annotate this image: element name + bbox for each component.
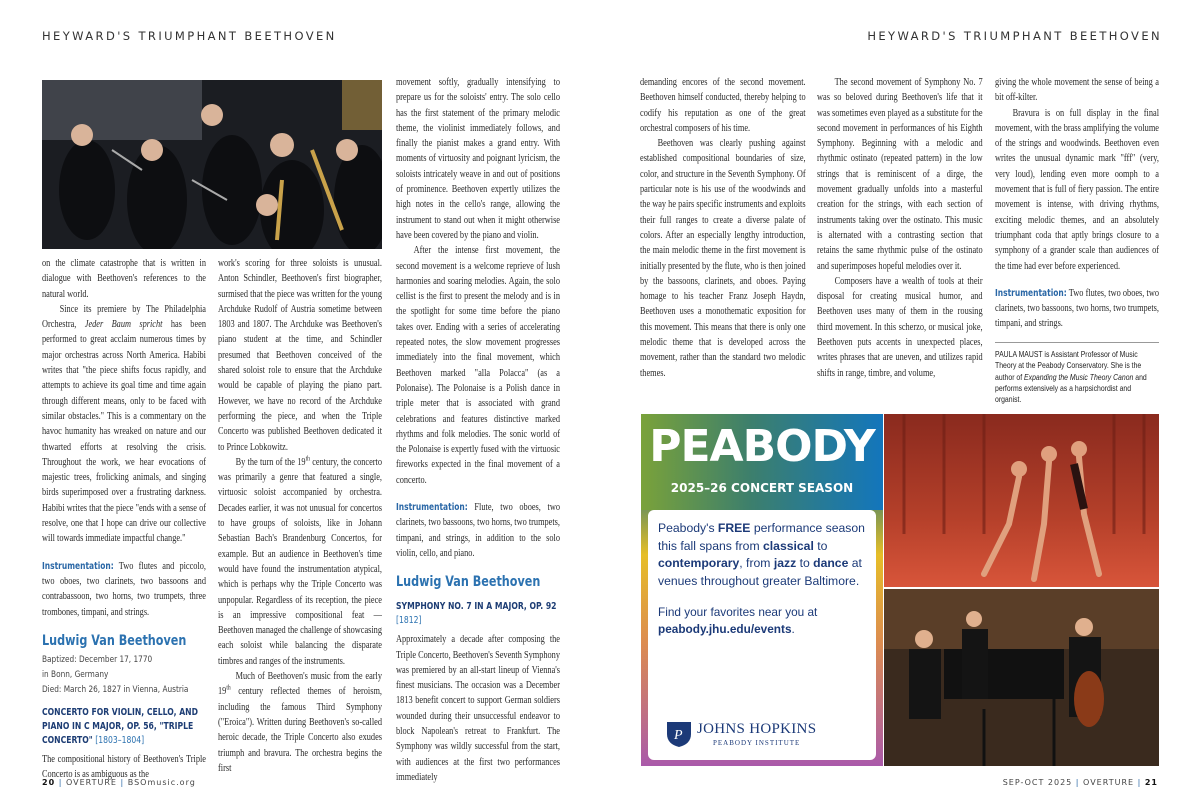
work-title-italic: Jeder Baum spricht bbox=[84, 319, 163, 331]
running-head-left: HEYWARD'S TRIUMPHANT BEETHOVEN bbox=[42, 29, 337, 43]
instrumentation bbox=[42, 559, 206, 620]
text: century reflected themes of heroism, including the famous Third Symphony ("Eroica"). Written during Beethoven's so-called heroic decade, the Triple Concerto also exudes triumph and bravura. The orchestra begins the first bbox=[218, 686, 382, 774]
paragraph bbox=[218, 455, 382, 669]
work-years: [1812] bbox=[396, 615, 422, 627]
right-footer: SEP-OCT 2025 | OVERTURE | 21 bbox=[1002, 778, 1158, 787]
text: By the turn of the 19 bbox=[235, 456, 306, 468]
left-column-1 bbox=[42, 256, 206, 782]
instrumentation-text: Flute, two oboes, two clarinets, two bassoons, two horns, two trumpets, timpani, and strings, in addition to the solo violin, cello, and piano. bbox=[396, 502, 560, 559]
text: contemporary bbox=[658, 556, 740, 570]
work-title: SYMPHONY NO. 7 IN A MAJOR, OP. 92 bbox=[396, 601, 557, 613]
instrumentation-label: Instrumentation: bbox=[396, 502, 468, 514]
text: performance season this fall spans from bbox=[658, 521, 865, 553]
superscript: th bbox=[226, 683, 231, 692]
instrumentation-text: Two flutes, two oboes, two clarinets, two bassoons, two horns, two trumpets, timpani, and strings. bbox=[995, 287, 1159, 330]
text: century, the concerto was primarily a genre that featured a single, virtuosic soloist accompanied by orchestra. Decades earlier, it was not unusual for concertos to have groups of soloists, like in Johann Sebastian Bach's Brandenburg Concertos, for example. But an audience in Beethoven's time would have found the instrumentation atypical, which is perhaps why the Triple Concerto was unpopular. Regardless of its reception, the piece is an impressive compositional feat — Beethoven managed the challenge of showcasing each soloist while balancing the disparate timbres and ranges of the instruments. bbox=[218, 456, 382, 667]
orchestra-illustration bbox=[42, 80, 382, 249]
paragraph: giving the whole movement the sense of being a bit off-kilter. bbox=[995, 77, 1159, 104]
right-column-2 bbox=[817, 75, 983, 381]
composer-heading: Ludwig Van Beethoven bbox=[396, 574, 541, 591]
cta-text: Find your favorites near you at bbox=[658, 605, 818, 619]
peabody-ad[interactable] bbox=[641, 414, 883, 766]
instrumentation bbox=[995, 286, 1159, 332]
paragraph: The second movement of Symphony No. 7 was so beloved during Beethoven's life that it was sometimes even played as a substitute for the second movement in performances of his Eighth Symphony. Beginning with a melodic and rhythmic ostinato (repeated pattern) in the low strings that is reminiscent of a dirge, the movement gradually unfolds into a masterful creation for the strings, with each section of instruments taking over the ostinato. This music is alternated with a contrasting section that retains the same rhythmic pulse of the ostinato and superimposes hopeful melodies over it. bbox=[817, 77, 983, 272]
trio-photo bbox=[884, 589, 1159, 766]
author-bio bbox=[995, 342, 1159, 406]
magazine-name: OVERTURE bbox=[1083, 778, 1135, 787]
ad-cta bbox=[658, 604, 866, 638]
text: FREE bbox=[717, 521, 751, 535]
work-title: CONCERTO FOR VIOLIN, CELLO, AND PIANO IN C MAJOR, OP. 56, "TRIPLE CONCERTO" bbox=[42, 706, 198, 746]
instrumentation-text: Two flutes and piccolo, two oboes, two clarinets, two bassoons and contrabassoon, two horns, two trumpets, three trombones, timpani, and strings. bbox=[42, 560, 206, 618]
paragraph: demanding encores of the second movement. Beethoven himself conducted, thereby helping to codify his reputation as one of the great orchestral composers of his time. bbox=[640, 77, 806, 134]
text: to bbox=[796, 556, 814, 570]
dance-illustration bbox=[884, 414, 1159, 587]
paragraph: movement softly, gradually intensifying to prepare us for the soloists' entry. The solo cello has the first statement of the primary melodic theme, the violinist immediately follows, and finally the pianist makes a grand entry. With moments of virtuosity and poignant lyricism, the soloists intricately weave in and out of positions of prominence. Beethoven expertly utilizes the high notes in the cello's range, allowing the instrument to stand out when it might otherwise have been covered by the piano and violin. bbox=[396, 77, 560, 241]
text: Much of Beethoven's music from the early 19 bbox=[218, 671, 382, 698]
dance-photo bbox=[884, 414, 1159, 587]
baptized: Baptized: December 17, 1770 bbox=[42, 653, 153, 665]
left-footer: 20 | OVERTURE | BSOmusic.org bbox=[42, 778, 196, 787]
text: Since its premiere by The Philadelphia Orchestra, bbox=[42, 303, 206, 331]
paragraph: Beethoven was clearly pushing against established compositional boundaries of size, color, and structure in the Seventh Symphony. Of particular note is his use of the woodwinds and the way he pairs specific instruments and exploits their full ranges to create a diverse palate of colors. After an especially lengthy introduction, the main melodic theme in the first movement is initially presented by the flute, who is then joined by the bassoons, clarinets, and oboes. Paying homage to his teacher Franz Joseph Haydn, Beethoven uses a monothematic exposition for this movement. This means that there is only one melodic theme that is developed across the movement, rather than the standard two melodic themes. bbox=[640, 138, 806, 379]
ad-content-box bbox=[648, 510, 876, 760]
text: jazz bbox=[773, 556, 797, 570]
paragraph bbox=[42, 302, 206, 547]
birthplace: in Bonn, Germany bbox=[42, 668, 109, 680]
work-years: [1803–1804] bbox=[92, 734, 145, 746]
text: classical bbox=[763, 538, 814, 553]
work-heading bbox=[396, 600, 560, 628]
logo-name: JOHNS HOPKINS bbox=[697, 720, 817, 737]
svg-text:P: P bbox=[674, 728, 683, 743]
magazine-name: OVERTURE bbox=[65, 778, 117, 787]
died: Died: March 26, 1827 in Vienna, Austria bbox=[42, 683, 189, 695]
logo-institute: PEABODY INSTITUTE bbox=[713, 738, 801, 747]
right-column-3 bbox=[995, 75, 1159, 406]
text: PAULA MAUST is Assistant Professor of Music Theory at the Peabody Conservatory. She is the author of bbox=[995, 348, 1142, 382]
issue-date: SEP-OCT 2025 bbox=[1002, 778, 1073, 787]
ad-title: PEABODY bbox=[649, 421, 875, 472]
superscript: th bbox=[305, 454, 310, 463]
website: BSOmusic.org bbox=[127, 778, 196, 787]
text: , from bbox=[739, 556, 774, 570]
instrumentation bbox=[396, 500, 560, 561]
work-heading bbox=[42, 706, 206, 748]
paragraph: The compositional history of Beethoven's Triple Concerto is as ambiguous as the bbox=[42, 753, 206, 781]
instrumentation-label: Instrumentation: bbox=[42, 560, 114, 572]
instrumentation-label: Instrumentation: bbox=[995, 287, 1067, 299]
paragraph bbox=[218, 669, 382, 776]
text: has been performed to great acclaim numerous times by major orchestras across North America. Habibi writes that "the piece shifts focus rapidly, and attempts to achieve its goal time and time again through different means, only to be faced with similar obstacles." This is a commentary on the havoc humanity has wreaked on nature and our thwarted efforts at resolving the crisis. Throughout the work, we hear evocations of majestic trees, frolicking animals, and singing birds superimposed over a frustrating darkness. Habibi writes that the piece "ends with a sense of resolve, one that I hope can drive our collective will towards immediate impactful change." bbox=[42, 319, 206, 545]
text: Peabody's bbox=[658, 521, 718, 535]
page-number: 20 bbox=[42, 778, 56, 787]
ad-url-link[interactable]: peabody.jhu.edu/events bbox=[658, 622, 792, 636]
ad-subtitle: 2025–26 CONCERT SEASON bbox=[670, 481, 854, 495]
text: at venues throughout greater Baltimore. bbox=[658, 556, 862, 588]
running-head-right: HEYWARD'S TRIUMPHANT BEETHOVEN bbox=[867, 29, 1162, 43]
text: and performs extensively as a harpsichordist and organist. bbox=[995, 371, 1147, 405]
text: . bbox=[791, 622, 795, 636]
text: dance bbox=[813, 556, 849, 570]
ad-body bbox=[658, 520, 866, 590]
johns-hopkins-logo bbox=[658, 720, 866, 748]
paragraph: Approximately a decade after composing the Triple Concerto, Beethoven's Seventh Symphony was premiered by an all-start lineup of Vienna's finest musicians. The occasion was a December 1813 benefit concert to support German soldiers wounded during their unsuccessful endeavor to block Napolean's retreat to Frankfurt. The Symphony was wildly successful from the start, with audiences at the first two performances immediately bbox=[396, 634, 560, 783]
paragraph: Composers have a wealth of tools at their disposal for creating musical humor, and Beethoven uses many of them in the rousing third movement. In this scherzo, or musical joke, Beethoven puts accents in unexpected places, writes phrases that are uneven, and utilizes rapid shifts in range, timbre, and volume, bbox=[817, 275, 983, 379]
left-column-3 bbox=[396, 75, 560, 785]
trio-illustration bbox=[884, 589, 1159, 766]
shield-icon bbox=[666, 720, 692, 748]
paragraph: After the intense first movement, the second movement is a welcome reprieve of lush harmonies and soaring melodies. Again, the solo cellist is the first to present the melody and is in the spotlight for some time before the piano takes over. Ending with a series of accelerating repeated notes, the slow movement progresses immediately into the final movement, which Beethoven marked "alla Polacca" (as a Polonaise). The Polonaise is a Polish dance in triple meter that is associated with grand celebrations and features distinctive marked rhythms and folk melodies. The sonic world of the Polonaise is expertly fused with the virtuosic fireworks expected in the final movement of a concerto. bbox=[396, 245, 560, 486]
book-title: Expanding the Music Theory Canon bbox=[1024, 371, 1134, 382]
page-number: 21 bbox=[1144, 778, 1158, 787]
paragraph: on the climate catastrophe that is written in dialogue with Beethoven's references to the natural world. bbox=[42, 258, 206, 300]
paragraph: Bravura is on full display in the final movement, with the brass amplifying the volume of the strings and woodwinds. Beethoven even writes the unusual dynamic mark "fff" (very, very loud), lending even more oomph to a movement that is full of fiery passion. The entire movement is intense, with driving rhythms, exciting melodic themes, and an absolutely triumphant coda that aptly brings closure to a symphony of a grander scale than audiences of the time had ever before experienced. bbox=[995, 107, 1159, 272]
right-column-1 bbox=[640, 75, 806, 381]
paragraph: work's scoring for three soloists is unusual. Anton Schindler, Beethoven's first biographer, surmised that the piece was written for the young Archduke Rudolf of Austria sometime between 1803 and 1807. The Archduke was Beethoven's piano student at the time, and Schindler presumed that Beethoven conceived of the shared soloist role to ensure that the Archduke would be capable of playing the piano part. However, we have no record of the Archduke performing the piece, and when the Triple Concerto was published Beethoven dedicated it to Prince Lobkowitz. bbox=[218, 258, 382, 453]
orchestra-photo bbox=[42, 80, 382, 249]
text: to bbox=[813, 538, 828, 553]
composer-heading: Ludwig Van Beethoven bbox=[42, 632, 187, 649]
left-column-2 bbox=[218, 256, 382, 776]
